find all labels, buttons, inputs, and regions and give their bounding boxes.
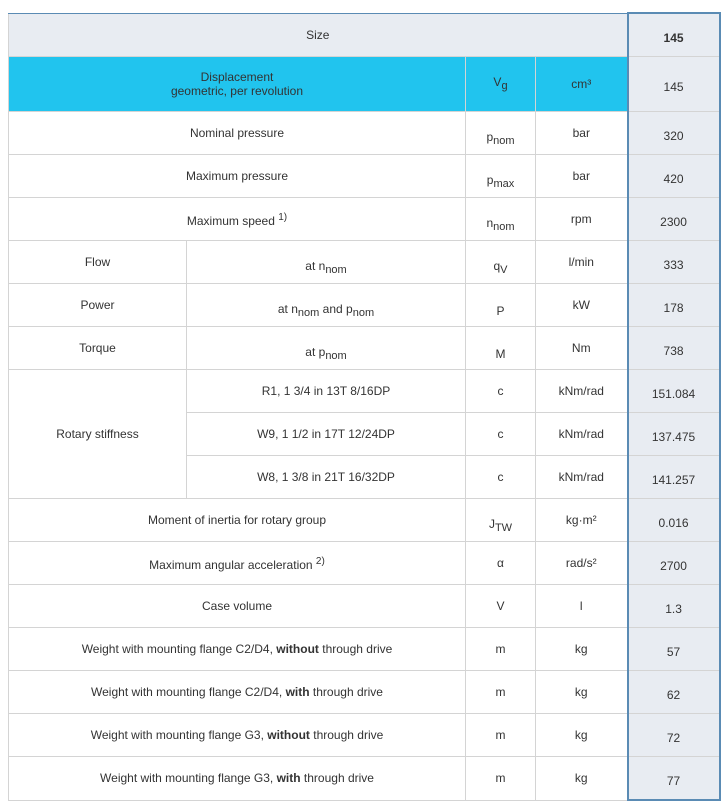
row-unit: rad/s² [536, 542, 628, 585]
row-condition: R1, 1 3/4 in 13T 8/16DP [187, 370, 466, 413]
row-symbol: V [466, 585, 536, 628]
row-condition: at pnom [187, 327, 466, 370]
row-label: Rotary stiffness [9, 370, 187, 499]
row-symbol: m [466, 628, 536, 671]
row-label: Flow [9, 241, 187, 284]
table-row [9, 757, 720, 801]
row-unit: l/min [536, 241, 628, 284]
row-label: Weight with mounting flange G3, with through drive [9, 757, 466, 801]
row-unit: l [536, 585, 628, 628]
row-condition: at nnom and pnom [187, 284, 466, 327]
row-label: Maximum angular acceleration $^{2)}$ [9, 542, 466, 585]
row-value: 77 [628, 757, 720, 801]
size-label: Size [9, 13, 628, 57]
row-symbol: m [466, 714, 536, 757]
row-symbol: c [466, 456, 536, 499]
row-symbol: m [466, 757, 536, 801]
row-symbol: pnom [466, 112, 536, 155]
row-value: 738 [628, 327, 720, 370]
displacement-label-line2: geometric, per revolution [170, 84, 304, 98]
row-symbol: α [466, 542, 536, 585]
table-row [9, 327, 720, 370]
row-unit: rpm [536, 198, 628, 241]
row-unit: kg·m² [536, 499, 628, 542]
row-value: 333 [628, 241, 720, 284]
row-condition: at nnom [187, 241, 466, 284]
footnote-marker: 2) [315, 555, 325, 567]
row-unit: kNm/rad [536, 456, 628, 499]
row-label: Moment of inertia for rotary group [9, 499, 466, 542]
table-row [9, 284, 720, 327]
row-unit: kg [536, 757, 628, 801]
row-unit: kNm/rad [536, 413, 628, 456]
row-value: 420 [628, 155, 720, 198]
table-row [9, 714, 720, 757]
row-symbol: pmax [466, 155, 536, 198]
displacement-symbol: Vg [466, 57, 536, 112]
row-label: Maximum speed $^{1)}$ [9, 198, 466, 241]
row-value: 62 [628, 671, 720, 714]
displacement-label [9, 57, 466, 112]
row-value: 72 [628, 714, 720, 757]
row-unit: kg [536, 671, 628, 714]
row-label: Weight with mounting flange C2/D4, without through drive [9, 628, 466, 671]
footnote-marker: 1) [278, 211, 288, 223]
table-row [9, 542, 720, 585]
table-row [9, 628, 720, 671]
table-row [9, 671, 720, 714]
table-row [9, 499, 720, 542]
displacement-row [9, 57, 720, 112]
row-label: Maximum pressure [9, 155, 466, 198]
row-value: 178 [628, 284, 720, 327]
row-symbol: nnom [466, 198, 536, 241]
row-value: 57 [628, 628, 720, 671]
size-header-row [9, 13, 720, 57]
technical-data-table [8, 12, 721, 801]
row-value: 141.257 [628, 456, 720, 499]
table-row [9, 155, 720, 198]
row-label: Torque [9, 327, 187, 370]
table-row [9, 370, 720, 413]
row-value: 320 [628, 112, 720, 155]
table-row [9, 241, 720, 284]
row-symbol: c [466, 413, 536, 456]
row-value: 2300 [628, 198, 720, 241]
row-unit: kg [536, 628, 628, 671]
table-row [9, 198, 720, 241]
displacement-unit: cm³ [536, 57, 628, 112]
row-symbol: JTW [466, 499, 536, 542]
displacement-value: 145 [628, 57, 720, 112]
table-row [9, 112, 720, 155]
row-unit: kNm/rad [536, 370, 628, 413]
row-label: Power [9, 284, 187, 327]
row-unit: kW [536, 284, 628, 327]
displacement-label-line1: Displacement [200, 70, 274, 84]
row-condition: W8, 1 3/8 in 21T 16/32DP [187, 456, 466, 499]
row-value: 151.084 [628, 370, 720, 413]
row-label: Weight with mounting flange G3, without through drive [9, 714, 466, 757]
row-symbol: c [466, 370, 536, 413]
row-condition: W9, 1 1/2 in 17T 12/24DP [187, 413, 466, 456]
row-unit: kg [536, 714, 628, 757]
row-label: Case volume [9, 585, 466, 628]
row-unit: bar [536, 112, 628, 155]
row-symbol: m [466, 671, 536, 714]
row-value: 137.475 [628, 413, 720, 456]
row-unit: Nm [536, 327, 628, 370]
row-value: 1.3 [628, 585, 720, 628]
row-symbol: qV [466, 241, 536, 284]
row-label: Nominal pressure [9, 112, 466, 155]
size-value: 145 [628, 13, 720, 57]
row-label: Weight with mounting flange C2/D4, with through drive [9, 671, 466, 714]
table-row [9, 585, 720, 628]
row-symbol: P [466, 284, 536, 327]
row-unit: bar [536, 155, 628, 198]
spec-table-container [8, 12, 721, 801]
row-value: 2700 [628, 542, 720, 585]
row-symbol: M [466, 327, 536, 370]
row-value: 0.016 [628, 499, 720, 542]
